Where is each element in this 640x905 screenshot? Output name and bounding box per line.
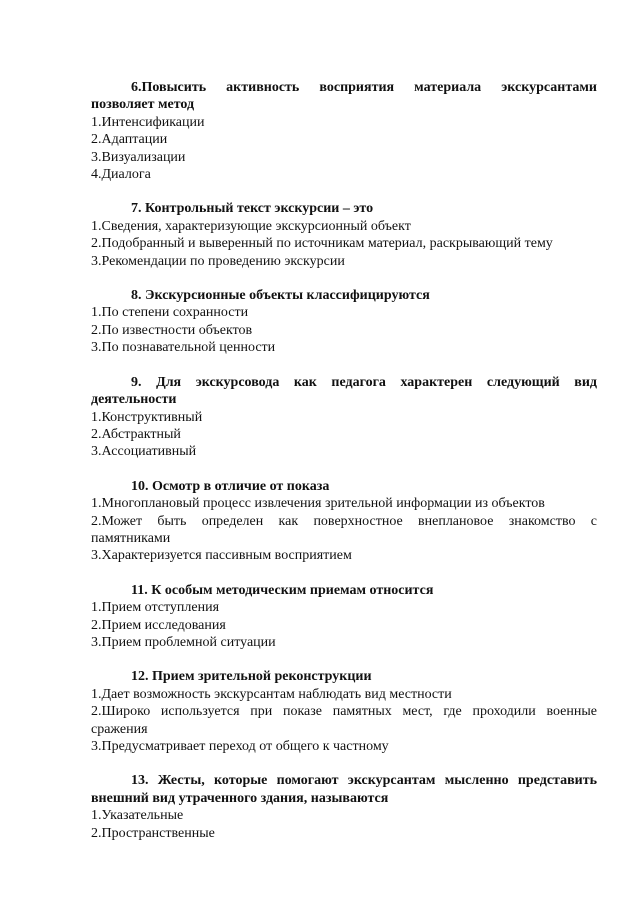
answer-option: 2.Прием исследования [91, 617, 226, 633]
answer-option: 2.Широко используется при показе памятных мест, где проходили военные сражения [91, 704, 597, 737]
answer-option: 1.Многоплановый процесс извлечения зрительной информации из объектов [91, 496, 545, 512]
answer-option: 1.Дает возможность экскурсантам наблюдать вид местности [91, 686, 452, 702]
question-title: 6.Повысить активность восприятия материала экскурсантами позволяет метод [91, 80, 597, 113]
answer-option: 3.Рекомендации по проведению экскурсии [91, 253, 345, 269]
answer-option: 2.Адаптации [91, 132, 168, 148]
answer-option: 3.Визуализации [91, 149, 186, 165]
answer-option: 2.Абстрактный [91, 426, 181, 442]
answer-option: 2.Пространственные [91, 825, 215, 841]
answer-option: 2.Может быть определен как поверхностное внеплановое знакомство с памятниками [91, 513, 597, 546]
answer-option: 3.По познавательной ценности [91, 340, 276, 356]
answer-option: 4.Диалога [91, 167, 151, 183]
question-title: 13. Жесты, которые помогают экскурсантам мысленно представить внешний вид утраченного здания, называются [91, 773, 597, 806]
question-title: 7. Контрольный текст экскурсии – это [131, 201, 374, 217]
answer-option: 3.Предусматривает переход от общего к частному [91, 739, 389, 754]
answer-option: 3.Прием проблемной ситуации [91, 634, 276, 650]
question-title: 8. Экскурсионные объекты классифицируются [131, 288, 430, 304]
answer-option: 3.Характеризуется пассивным восприятием [91, 548, 352, 564]
question-title: 11. К особым методическим приемам относится [131, 582, 434, 598]
question-12 [91, 668, 597, 755]
answer-option: 1.Интенсификации [91, 114, 205, 130]
question-title: 10. Осмотр в отличие от показа [131, 478, 330, 494]
answer-option: 1.Конструктивный [91, 409, 203, 425]
question-6 [91, 79, 597, 183]
question-10 [91, 478, 597, 565]
answer-option: 1.Сведения, характеризующие экскурсионный объект [91, 218, 411, 234]
answer-option: 1.Указательные [91, 808, 184, 824]
answer-option: 1.Прием отступления [91, 600, 220, 616]
question-8 [91, 287, 597, 357]
question-13 [91, 772, 597, 842]
question-7 [91, 200, 597, 270]
question-11 [91, 582, 597, 652]
question-title: 9. Для экскурсовода как педагога характерен следующий вид деятельности [91, 374, 597, 408]
question-title: 12. Прием зрительной реконструкции [131, 669, 372, 685]
answer-option: 3.Ассоциативный [91, 444, 197, 460]
answer-option: 1.По степени сохранности [91, 305, 249, 321]
answer-option: 2.Подобранный и выверенный по источникам материал, раскрывающий тему [91, 236, 553, 252]
answer-option: 2.По известности объектов [91, 322, 253, 338]
question-9 [91, 374, 597, 461]
